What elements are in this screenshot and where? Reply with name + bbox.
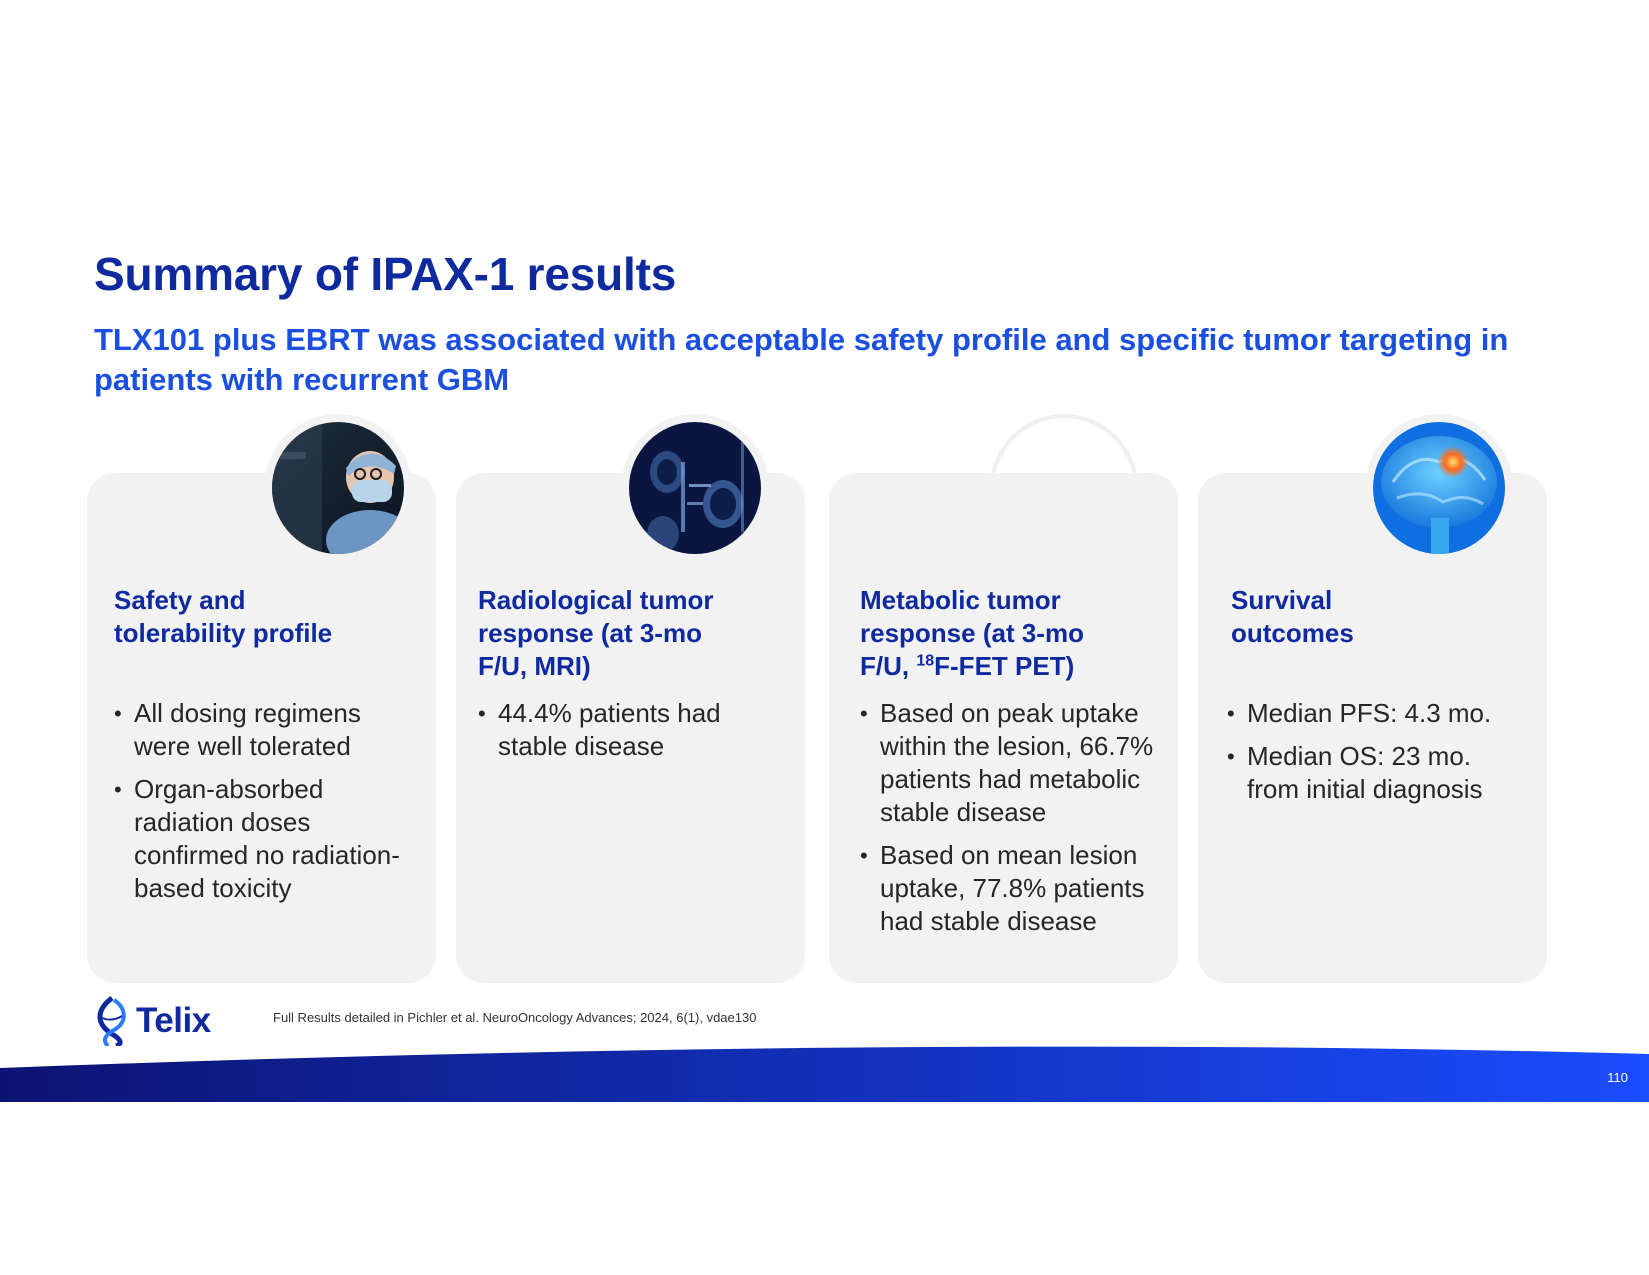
list-item: • Based on peak uptake within the lesion, 66.7% patients had metabolic stable disease [860,697,1170,829]
card-metabolic-top [829,473,1178,563]
slide-title: Summary of IPAX-1 results [94,248,677,300]
list-item: • 44.4% patients had stable disease [478,697,778,763]
slide-subtitle: TLX101 plus EBRT was associated with acceptable safety profile and specific tumor targeting in patients with recurrent GBM [94,322,1509,397]
telix-helix-icon [92,996,132,1046]
footnote: Full Results detailed in Pichler et al. NeuroOncology Advances; 2024, 6(1), vdae130 [273,1010,757,1025]
list-item: • All dosing regimens were well tolerated [114,697,404,763]
card-radiological-bullets [478,697,778,773]
list-item: • Organ-absorbed radiation doses confirmed no radiation-based toxicity [114,773,404,905]
logo-text: Telix [136,1001,211,1040]
list-item: • Median PFS: 4.3 mo. [1227,697,1527,730]
page-number: 110 [1607,1070,1628,1085]
card-radiological-heading: Radiological tumor response (at 3-mo F/U, MRI) [478,585,714,681]
card-safety-heading: Safety and tolerability profile [114,585,333,648]
footer-band [0,1040,1649,1102]
card-radiological-image-frame [621,414,769,562]
card-survival-bullets [1227,697,1527,816]
card-safety-image-frame [264,414,412,562]
card-metabolic-heading: Metabolic tumor response (at 3-mo F/U, $^{18}$F-FET PET) [860,585,1084,681]
surgeon-photo [272,422,404,554]
card-safety-bullets [114,697,404,915]
brain-mri-scan-photo [629,422,761,554]
card-survival-heading: Survival outcomes [1231,585,1354,648]
list-item: • Median OS: 23 mo. from initial diagnosis [1227,740,1527,806]
card-metabolic-bullets [860,697,1170,948]
brain-tumor-illustration [1373,422,1505,554]
telix-logo [92,996,211,1046]
card-survival-image-frame [1365,414,1513,562]
list-item: • Based on mean lesion uptake, 77.8% patients had stable disease [860,839,1170,938]
